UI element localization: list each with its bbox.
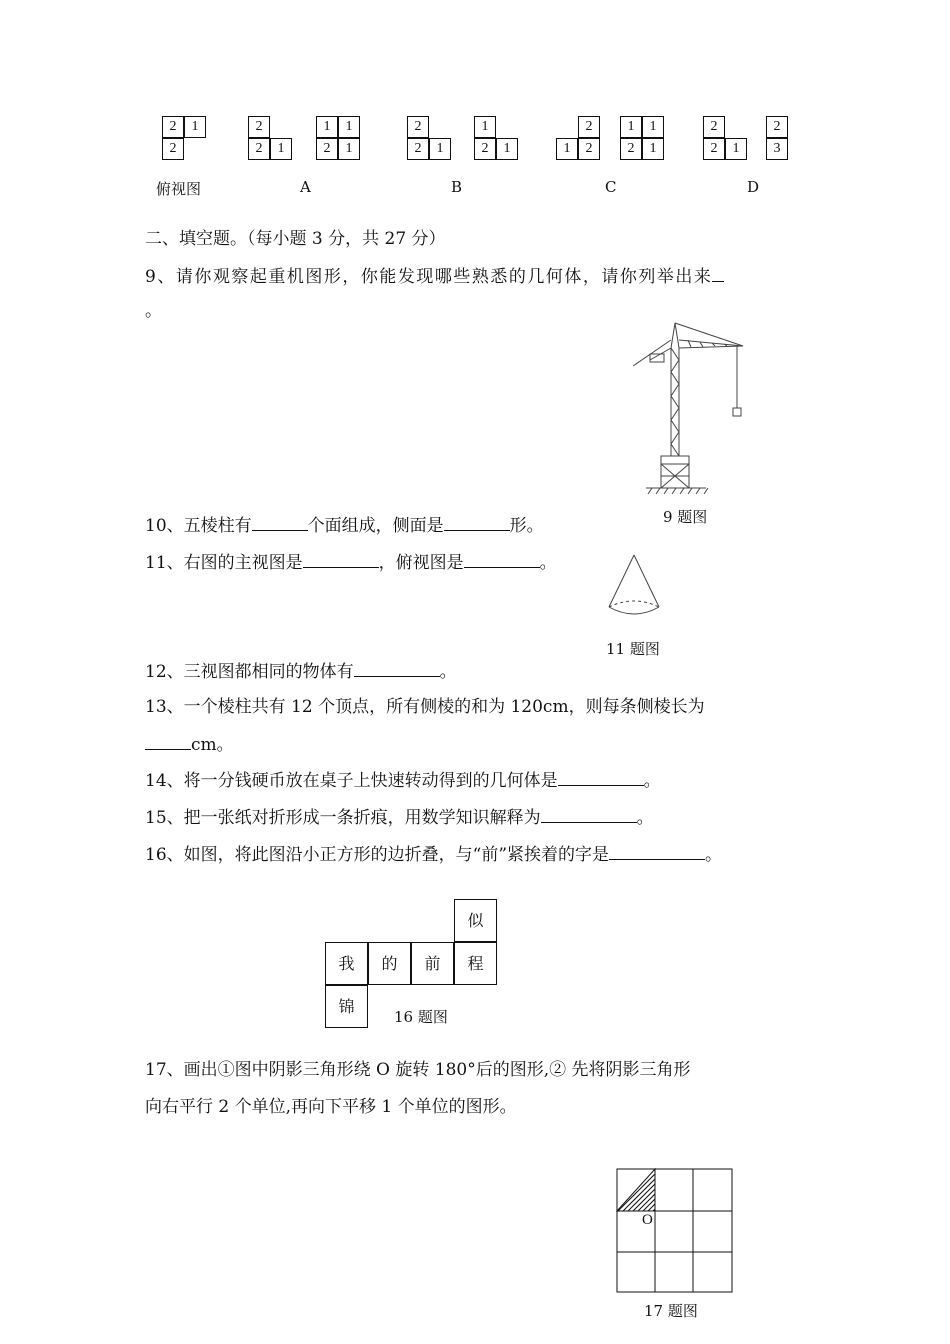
answer-blank[interactable] bbox=[558, 769, 644, 786]
question-11 bbox=[145, 551, 557, 574]
grid-cell: 1 bbox=[184, 116, 206, 138]
grid-cell: 2 bbox=[766, 116, 788, 138]
net-cell: 的 bbox=[368, 942, 411, 985]
grid-cell: 2 bbox=[248, 116, 270, 138]
grid-cell: 1 bbox=[556, 138, 578, 160]
question-14-part2: 。 bbox=[643, 771, 661, 791]
answer-blank[interactable] bbox=[609, 843, 705, 860]
answer-blank[interactable] bbox=[541, 806, 637, 823]
grid-cell: 1 bbox=[642, 138, 664, 160]
grid-cell: 1 bbox=[316, 116, 338, 138]
grid-cell: 1 bbox=[338, 116, 360, 138]
net-cell: 我 bbox=[325, 942, 368, 985]
grid-cell: 2 bbox=[578, 138, 600, 160]
answer-blank[interactable] bbox=[712, 265, 724, 282]
question-14 bbox=[145, 769, 661, 792]
grid-cell: 3 bbox=[766, 138, 788, 160]
question-13-answer bbox=[145, 733, 234, 756]
q17-caption: 17 题图 bbox=[644, 1302, 698, 1320]
grid-cell: 2 bbox=[578, 116, 600, 138]
question-17-line2: 向右平行 2 个单位,再向下平移 1 个单位的图形。 bbox=[145, 1097, 517, 1117]
question-12 bbox=[145, 660, 457, 683]
grid-cell: 1 bbox=[642, 116, 664, 138]
answer-blank[interactable] bbox=[444, 514, 510, 531]
rotation-grid-figure bbox=[616, 1168, 734, 1294]
grid-cell: 1 bbox=[270, 138, 292, 160]
q16-caption: 16 题图 bbox=[394, 1008, 448, 1026]
grid-cell: 2 bbox=[248, 138, 270, 160]
grid-cell: 2 bbox=[703, 116, 725, 138]
question-10-part2: 个面组成，侧面是 bbox=[307, 516, 444, 536]
option-d-label: D bbox=[747, 178, 760, 196]
question-9-end: 。 bbox=[145, 301, 162, 321]
question-15-part1: 15、把一张纸对折形成一条折痕，用数学知识解释为 bbox=[145, 808, 541, 828]
net-cell: 锦 bbox=[325, 985, 368, 1028]
answer-blank[interactable] bbox=[145, 733, 191, 750]
q9-caption: 9 题图 bbox=[663, 508, 708, 526]
question-14-part1: 14、将一分钱硬币放在桌子上快速转动得到的几何体是 bbox=[145, 771, 558, 791]
grid-cell: 2 bbox=[316, 138, 338, 160]
question-9-text: 9、请你观察起重机图形，你能发现哪些熟悉的几何体，请你列举出来 bbox=[145, 267, 713, 287]
question-10-part3: 形。 bbox=[509, 516, 544, 536]
crane-figure bbox=[628, 318, 748, 500]
question-10 bbox=[145, 514, 544, 537]
section-title: 二、填空题。（每小题 3 分，共 27 分） bbox=[145, 229, 446, 249]
grid-cell: 2 bbox=[407, 116, 429, 138]
grid-cell: 1 bbox=[338, 138, 360, 160]
top-view-label: 俯视图 bbox=[156, 180, 202, 198]
grid-cell: 1 bbox=[474, 116, 496, 138]
question-13-unit: cm。 bbox=[191, 735, 234, 755]
answer-blank[interactable] bbox=[354, 660, 440, 677]
grid-cell: 2 bbox=[703, 138, 725, 160]
option-a-label: A bbox=[300, 178, 311, 196]
net-cell: 似 bbox=[454, 899, 497, 942]
question-16 bbox=[145, 843, 722, 866]
question-11-part1: 11、右图的主视图是 bbox=[145, 553, 303, 573]
grid-cell: 1 bbox=[725, 138, 747, 160]
grid-cell: 2 bbox=[407, 138, 429, 160]
cone-figure bbox=[606, 553, 662, 621]
net-cell: 前 bbox=[411, 942, 454, 985]
question-13: 13、一个棱柱共有 12 个顶点，所有侧棱的和为 120cm，则每条侧棱长为 bbox=[145, 697, 705, 717]
question-15 bbox=[145, 806, 654, 829]
question-12-part2: 。 bbox=[439, 662, 457, 682]
answer-blank[interactable] bbox=[252, 514, 308, 531]
option-c-label: C bbox=[605, 178, 617, 196]
grid-cell: 2 bbox=[162, 138, 184, 160]
option-b-label: B bbox=[451, 178, 463, 196]
net-cell: 程 bbox=[454, 942, 497, 985]
question-16-part2: 。 bbox=[705, 845, 723, 865]
question-17-line1: 17、画出①图中阴影三角形绕 O 旋转 180°后的图形,② 先将阴影三角形 bbox=[145, 1060, 691, 1080]
question-11-part3: 。 bbox=[539, 553, 557, 573]
answer-blank[interactable] bbox=[464, 551, 540, 568]
grid-cell: 1 bbox=[620, 116, 642, 138]
grid-cell: 1 bbox=[429, 138, 451, 160]
grid-cell: 2 bbox=[620, 138, 642, 160]
question-16-part1: 16、如图，将此图沿小正方形的边折叠，与“前”紧挨着的字是 bbox=[145, 845, 610, 865]
grid-cell: 2 bbox=[474, 138, 496, 160]
q11-caption: 11 题图 bbox=[606, 640, 660, 658]
grid-cell: 1 bbox=[496, 138, 518, 160]
answer-blank[interactable] bbox=[303, 551, 379, 568]
question-15-part2: 。 bbox=[636, 808, 654, 828]
question-10-part1: 10、五棱柱有 bbox=[145, 516, 252, 536]
question-12-part1: 12、三视图都相同的物体有 bbox=[145, 662, 354, 682]
grid-cell: 2 bbox=[162, 116, 184, 138]
point-o-label: O bbox=[642, 1212, 653, 1228]
question-9 bbox=[145, 265, 724, 288]
question-11-part2: ，俯视图是 bbox=[378, 553, 464, 573]
